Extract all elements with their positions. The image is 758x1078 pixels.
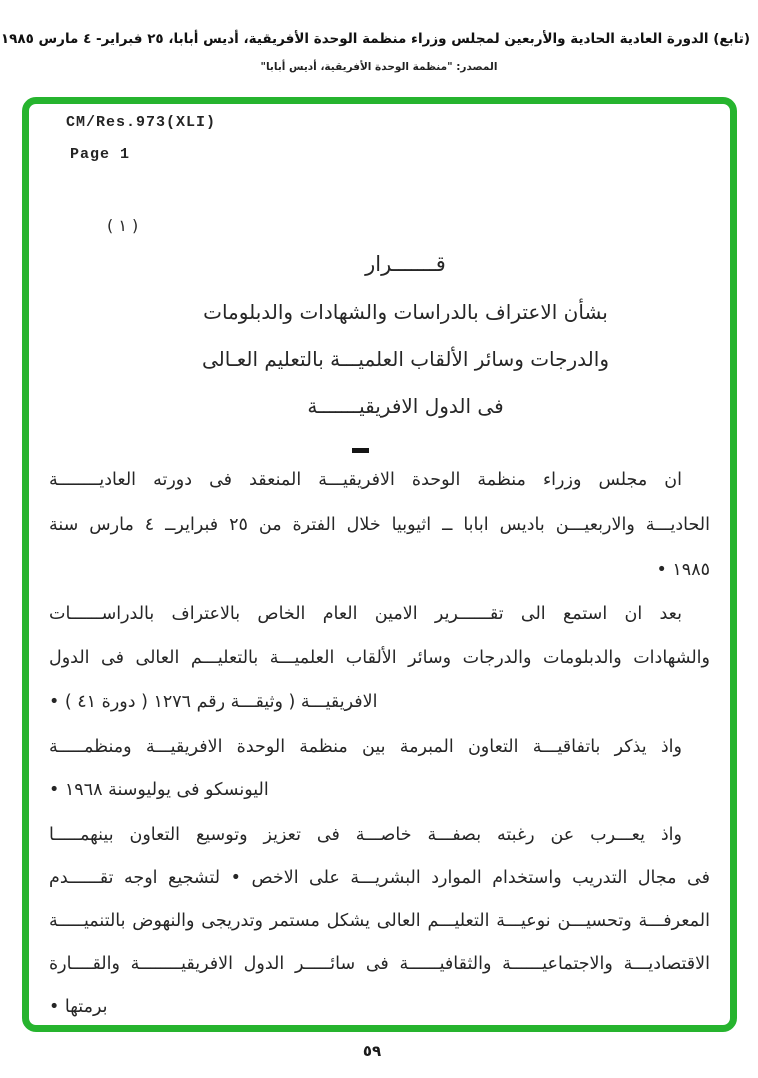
resolution-title-word: قـــــــرار (365, 252, 446, 276)
paragraph-line: الاقتصاديـــة والاجتماعيــــــة والثقافيــــــة فى سائـــــر الدول الافريقيــــــــة والقــــارة (49, 954, 710, 974)
paragraph-line: بعد ان استمع الى تقــــــرير الامين العام الخاص بالاعتراف بالدراســــــات (49, 604, 682, 624)
paragraph-line: ان مجلس وزراء منظمة الوحدة الافريقيـــة المنعقد فى دورته العاديــــــــة (49, 470, 682, 490)
document-reference: CM/Res.973(XLI) (66, 114, 217, 131)
page-number: ٥٩ (362, 1042, 382, 1060)
paragraph-line: الحاديـــة والاربعيـــن باديس ابابا ــ اثيوبيا خلال الفترة من ٢٥ فبرايرــ ٤ مارس سنة (49, 515, 710, 535)
paragraph-line: والشهادات والدبلومات والدرجات وسائر الألقاب العلميـــة بالتعليـــم العالى فى الدول (49, 648, 710, 668)
resolution-title-line: والدرجات وسائر الألقاب العلميـــة بالتعليم العـالى (202, 347, 609, 371)
paragraph-line: برمتها • (49, 997, 108, 1017)
paragraph-line: واذ يذكر باتفاقيـــة التعاون المبرمة بين منظمة الوحدة الافريقيـــة ومنظمـــــة (49, 737, 682, 757)
paragraph-line: فى مجال التدريب واستخدام الموارد البشريـــة على الاخص • لتشجيع اوجه تقــــــدم (49, 868, 710, 888)
scanned-document-highlight-box (22, 97, 737, 1032)
paragraph-line: واذ يعـــرب عن رغبته بصفـــة خاصـــة فى تعزيز وتوسيع التعاون بينهمـــــا (49, 825, 682, 845)
item-number: ( ١ ) (107, 216, 139, 235)
paragraph-line: ١٩٨٥ • (656, 560, 710, 580)
resolution-title-line: فى الدول الافريقيـــــــة (307, 394, 504, 418)
title-separator-dash (352, 448, 369, 453)
source-line: المصدر: "منظمة الوحدة الأفريقية، أديس أبابا" (260, 61, 498, 73)
document-page-label: Page 1 (70, 146, 131, 163)
resolution-title-line: بشأن الاعتراف بالدراسات والشهادات والدبلومات (203, 300, 608, 324)
session-header-line: (تابع) الدورة العادية الحادية والأربعين لمجلس وزراء منظمة الوحدة الأفريقية، أديس أبابا، ٢٥ فبراير- ٤ مارس ١٩٨٥ (0, 31, 750, 47)
paragraph-line: اليونسكو فى يوليوسنة ١٩٦٨ • (49, 780, 269, 800)
paragraph-line: الافريقيـــة ( وثيقـــة رقم ١٢٧٦ ( دورة ٤١ ) • (49, 692, 378, 712)
paragraph-line: المعرفـــة وتحسيـــن نوعيـــة التعليـــم العالى يشكل مستمر وتدريجى والنهوض بالتنميـــــة (49, 911, 710, 931)
